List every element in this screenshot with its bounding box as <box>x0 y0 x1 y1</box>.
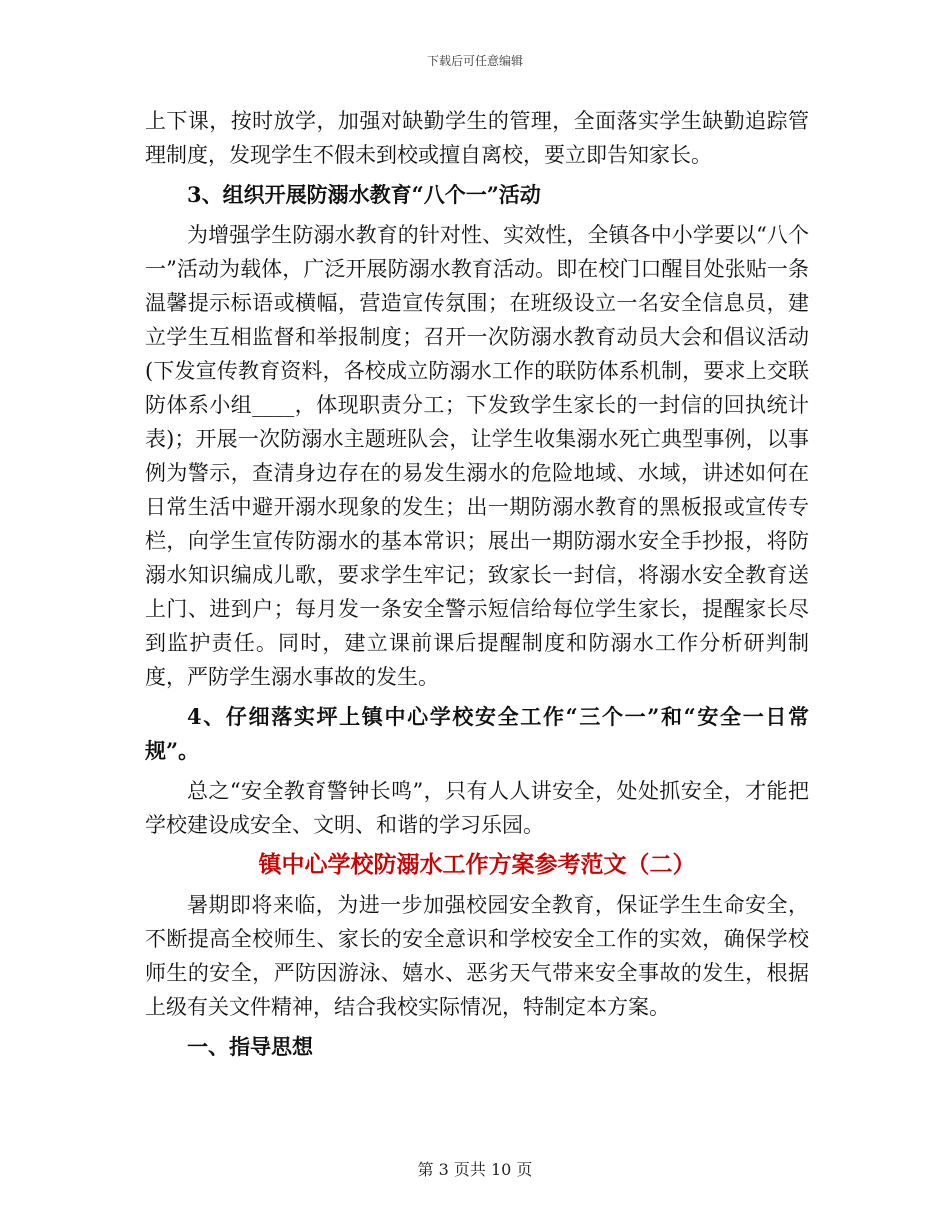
paragraph-intro: 暑期即将来临，为进一步加强校园安全教育，保证学生生命安全，不断提高全校师生、家长的安全意识和学校安全工作的实效，确保学校师生的安全，严防因游泳、嬉水、恶劣天气带来安全事故的发生，根据上级有关文件精神，结合我校实际情况，特制定本方案。 <box>145 893 809 1019</box>
section-heading-3: 3、组织开展防溺水教育“八个一”活动 <box>187 182 541 207</box>
document-body <box>145 104 809 1070</box>
page-header: 下载后可任意编辑 <box>426 54 523 68</box>
paragraph-summary: 总之“安全教育警钟长鸣”，只有人人讲安全，处处抓安全，才能把学校建设成安全、文明、和谐的学习乐园。 <box>145 779 809 837</box>
section-heading-guiding-ideology: 一、指导思想 <box>187 1034 313 1059</box>
paragraph-eight-activities: 为增强学生防溺水教育的针对性、实效性，全镇各中小学要以“八个一”活动为载体，广泛开展防溺水教育活动。即在校门口醒目处张贴一条温馨提示标语或横幅，营造宣传氛围；在班级设立一名安全信息员，建立学生互相监督和举报制度；召开一次防溺水教育动员大会和倡议活动(下发宣传教育资料，各校成立防溺水工作的联防体系机制，要求上交联防体系小组____，体现职责分工；下发致学生家长的一封信的回执统计表)；开展一次防溺水主题班队会，让学生收集溺水死亡典型事例，以事例为警示，查清身边存在的易发生溺水的危险地域、水域，讲述如何在日常生活中避开溺水现象的发生；出一期防溺水教育的黑板报或宣传专栏，向学生宣传防溺水的基本常识；展出一期防溺水安全手抄报，将防溺水知识编成儿歌，要求学生牢记；致家长一封信，将溺水安全教育送上门、进到户；每月发一条安全警示短信给每位学生家长，提醒家长尽到监护责任。同时，建立课前课后提醒制度和防溺水工作分析研判制度，严防学生溺水事故的发生。 <box>145 223 809 689</box>
document-title: 镇中心学校防溺水工作方案参考范文（二） <box>258 851 696 878</box>
paragraph-continuation: 上下课，按时放学，加强对缺勤学生的管理，全面落实学生缺勤追踪管理制度，发现学生不假未到校或擅自离校，要立即告知家长。 <box>145 109 809 167</box>
page-footer: 第 3 页共 10 页 <box>417 1160 533 1179</box>
section-heading-4: 4、仔细落实坪上镇中心学校安全工作“三个一”和“安全一日常规”。 <box>145 704 809 763</box>
